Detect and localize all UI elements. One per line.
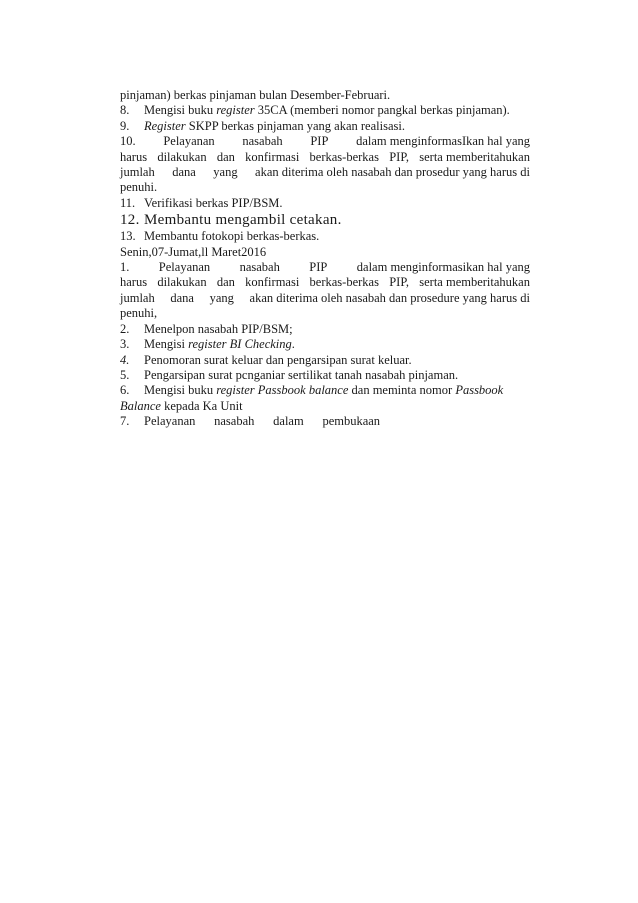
text-line: 6. Mengisi buku register Passbook balance dan meminta nomor Passbook [120, 383, 504, 398]
word: PIP, [389, 149, 410, 164]
text-line [120, 275, 530, 290]
text-line [120, 165, 530, 180]
list-number: 7. [120, 414, 130, 429]
word: berkas-berkas [309, 149, 379, 164]
word: yang [213, 165, 238, 180]
list-number: 2. [120, 321, 130, 336]
word: akan diterima oleh nasabah dan prosedure yang harus di [249, 290, 530, 305]
list-number: 8. [120, 103, 130, 118]
italic-term: register BI Checking [188, 337, 292, 352]
text-line: 4. Penomoran surat keluar dan pengarsipan surat keluar. [120, 352, 412, 367]
word: harus [120, 149, 148, 164]
document-page [120, 88, 530, 430]
list-number: 13. [120, 229, 136, 244]
text-line: 2. Menelpon nasabah PIP/BSM; [120, 321, 293, 336]
word: nasabah [239, 260, 280, 275]
list-number: 4. [120, 352, 130, 367]
word: dilakukan [157, 275, 207, 290]
text-line: penuhi. [120, 180, 158, 195]
text-line [120, 291, 530, 306]
word: dilakukan [157, 149, 207, 164]
text-line: 9. Register SKPP berkas pinjaman yang akan realisasi. [120, 118, 405, 133]
list-number: 9. [120, 118, 130, 133]
list-number: 3. [120, 337, 130, 352]
text-line: 7. Pelayanan nasabah dalam pembukaan [120, 414, 381, 429]
word: serta memberitahukan [419, 275, 530, 290]
italic-term: register [216, 103, 255, 118]
italic-term: Balance [120, 398, 161, 413]
text-line: pinjaman) berkas pinjaman bulan Desember-Februari. [120, 88, 391, 102]
word: Pelayanan [158, 260, 211, 275]
italic-term: register Passbook balance [216, 383, 349, 398]
word: 10. [120, 134, 136, 149]
text-line: penuhi, [120, 306, 158, 321]
text-line: 13. Membantu fotokopi berkas-berkas. [120, 229, 320, 244]
list-number: 12. [120, 212, 140, 229]
text-line: 8. Mengisi buku register 35CA (memberi nomor pangkal berkas pinjaman). [120, 103, 510, 118]
word: dalam menginformasIkan hal yang [356, 134, 530, 149]
text-line [120, 260, 530, 275]
word: akan diterima oleh nasabah dan prosedur yang harus di [255, 165, 530, 180]
text-line: 5. Pengarsipan surat pcnganiar sertilikat tanah nasabah pinjaman. [120, 367, 459, 382]
text-line [120, 134, 530, 149]
word: berkas-berkas [309, 275, 379, 290]
text-line: 12. Membantu mengambil cetakan. [120, 212, 342, 229]
list-number: 5. [120, 367, 130, 382]
word: konfirmasi [245, 275, 300, 290]
word: dalam menginformasikan hal yang [356, 260, 530, 275]
word: nasabah [242, 134, 283, 149]
word: dana [172, 165, 196, 180]
italic-term: Register [144, 118, 186, 133]
list-number: 6. [120, 383, 130, 398]
word: yang [209, 290, 234, 305]
word: serta memberitahukan [419, 149, 530, 164]
text-line [120, 150, 530, 165]
word: harus [120, 275, 148, 290]
word: PIP, [389, 275, 410, 290]
italic-term: Passbook [455, 383, 504, 398]
text-line: Balance kepada Ka Unit [120, 398, 243, 413]
list-number: 11. [120, 195, 136, 210]
word: dana [170, 290, 194, 305]
word: PIP [310, 134, 329, 149]
word: jumlah [120, 290, 155, 305]
word: konfirmasi [245, 149, 300, 164]
word: jumlah [120, 165, 155, 180]
word: dan [216, 149, 235, 164]
text-line: Senin,07-Jumat,ll Maret2016 [120, 244, 267, 259]
word: 1. [120, 260, 130, 275]
word: dan [216, 275, 235, 290]
text-line: 3. Mengisi register BI Checking. [120, 337, 295, 352]
word: Pelayanan [163, 134, 215, 149]
word: PIP [309, 260, 328, 275]
text-line: 11. Verifikasi berkas PIP/BSM. [120, 195, 283, 210]
